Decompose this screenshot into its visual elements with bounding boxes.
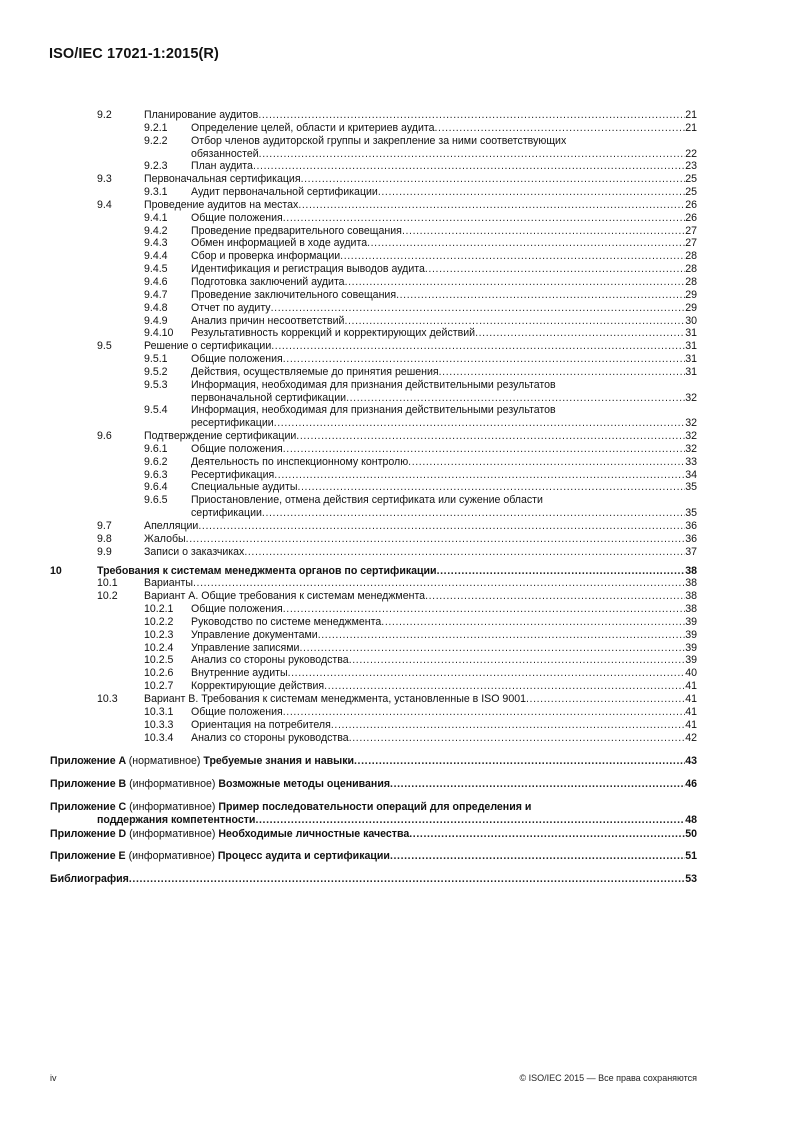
toc-entry-title: Первоначальная сертификация [144,173,301,186]
toc-entry-number: 10.1 [97,577,118,590]
dot-leader [262,507,685,520]
toc-entry-number: 9.7 [97,520,112,532]
dot-leader [193,577,685,590]
toc-entry-continuation[interactable] [0,507,793,520]
dot-leader [274,417,686,430]
toc-entry-number: 10.2 [97,590,118,603]
dot-leader [439,366,686,379]
toc-entry-page: 41 [685,718,697,731]
toc-entry-page: 42 [685,731,697,744]
toc-entry-title: Подготовка заключений аудита [191,275,345,288]
toc-entry-number: 9.5.2 [144,365,168,378]
toc-entry-title: Руководство по системе менеджмента [191,615,382,628]
toc-entry-page: 32 [685,417,697,430]
toc-entry-title: Общие положения [191,211,283,224]
toc-entry[interactable] [0,680,793,693]
toc-entry[interactable] [0,315,793,328]
toc-entry-title: Проведение предварительного совещания [191,224,402,237]
toc-entry-title: Управление документами [191,628,318,641]
dot-leader [297,481,685,494]
annex-kind: (информативное) [129,827,216,840]
toc-entry-number: 9.8 [97,532,112,545]
toc-entry-number: 9.4.8 [144,301,168,314]
toc-entry-number: 9.4.3 [144,237,168,250]
toc-entry-page: 38 [685,577,697,590]
toc-entry-number: 9.4.7 [144,288,168,301]
toc-entry[interactable] [0,577,793,590]
toc-entry-page: 28 [685,250,697,263]
toc-entry[interactable] [0,186,793,199]
annex-label: Приложение D [50,827,127,840]
toc-entry-page: 39 [685,654,697,667]
toc-entry-number: 10.2.5 [144,654,174,667]
dot-leader [331,719,685,732]
dot-leader [408,456,685,469]
toc-entry-title: План аудита [191,160,253,173]
toc-entry-page: 33 [685,455,697,468]
toc-entry[interactable] [0,430,793,443]
toc-entry-number: 10.3.1 [144,705,174,718]
dot-leader [526,693,685,706]
toc-entry-page: 29 [685,288,697,301]
toc-entry-page: 34 [685,468,697,481]
toc-entry-title: Отчет по аудиту [191,301,271,314]
toc-entry[interactable] [0,443,793,456]
toc-entry-number: 10.3 [97,692,118,705]
toc-entry-title: сертификации [191,507,262,520]
toc-entry-number: 9.6 [97,430,112,443]
toc-entry-number: 10.2.7 [144,680,174,693]
toc-entry[interactable] [0,533,793,546]
toc-entry-number: 9.9 [97,545,112,558]
annex-title: Пример последовательности операций для определения и [218,800,532,813]
toc-entry[interactable] [0,590,793,603]
toc-entry[interactable] [0,122,793,135]
toc-entry-page: 46 [685,777,697,790]
toc-entry-title: Определение целей, области и критериев аудита [191,121,435,134]
toc-entry-title: Сбор и проверка информации [191,250,341,263]
toc-entry-page: 25 [685,186,697,199]
page-number: iv [50,1073,57,1083]
toc-entry-title: Внутренние аудиты [191,667,288,680]
toc-entry-page: 50 [685,827,697,840]
toc-entry[interactable] [0,546,793,559]
toc-entry-title: Планирование аудитов [144,109,259,121]
toc-entry-title: Информация, необходимая для признания действительными результатов [191,404,556,417]
toc-entry-page: 28 [685,275,697,288]
toc-entry-title: Анализ со стороны руководства [191,654,349,667]
toc-annex-a[interactable] [0,750,793,773]
dot-leader [299,642,685,655]
toc-entry[interactable] [0,173,793,186]
toc-entry-title: Обмен информацией в ходе аудита [191,237,368,250]
dot-leader [409,828,685,841]
toc-annex-d[interactable] [0,823,793,846]
toc-entry-page: 37 [685,545,697,558]
toc-entry-page: 43 [685,755,697,768]
toc-entry[interactable] [0,456,793,469]
toc-entry-page: 30 [685,314,697,327]
dot-leader [283,212,685,225]
toc-entry[interactable] [0,732,793,745]
dot-leader [349,654,686,667]
table-of-contents [0,109,793,890]
toc-entry-title: Подтверждение сертификации [144,430,297,443]
toc-entry-title: Проведение аудитов на местах [144,198,299,211]
toc-entry-page: 21 [685,109,697,121]
dot-leader [296,430,685,443]
toc-entry-page: 32 [685,430,697,443]
toc-entry-number: 10.2.1 [144,603,174,616]
toc-entry-page: 21 [685,121,697,134]
toc-entry-page: 51 [685,850,697,863]
toc-entry-title: Вариант А. Общие требования к системам менеджмента [144,590,426,603]
toc-entry-page: 22 [685,147,697,160]
copyright-notice: © ISO/IEC 2015 — Все права сохраняются [519,1073,697,1083]
toc-entry-number: 9.4.10 [144,327,174,340]
dot-leader [396,289,685,302]
toc-entry-number: 9.6.4 [144,481,168,494]
toc-entry[interactable] [0,366,793,379]
toc-entry-title: Результативность коррекций и корректирующих действий [191,327,476,340]
toc-entry[interactable] [0,327,793,340]
toc-entry-number: 9.5.4 [144,404,168,417]
toc-entry[interactable] [0,629,793,642]
toc-entry-number: 10.2.4 [144,641,174,654]
toc-entry-page: 36 [685,520,697,532]
toc-entry[interactable] [0,340,793,353]
toc-entry-title: обязанностей [191,147,259,160]
dot-leader [340,250,685,263]
toc-entry-page: 41 [685,680,697,693]
toc-entry-title: Действия, осуществляемые до принятия решения [191,365,439,378]
toc-entry-page: 40 [685,667,697,680]
toc-entry[interactable] [0,160,793,173]
toc-entry-page: 25 [685,173,697,186]
dot-leader [435,122,686,135]
toc-entry-page: 39 [685,628,697,641]
dot-leader [390,778,685,791]
toc-entry-title: Отбор членов аудиторской группы и закрепление за ними соответствующих [191,134,567,147]
dot-leader [354,755,685,768]
toc-entry-number: 9.6.3 [144,468,168,481]
toc-bibliography[interactable] [0,868,793,891]
toc-entry[interactable] [0,469,793,482]
toc-entry-continuation[interactable] [0,148,793,161]
toc-entry[interactable] [0,481,793,494]
toc-entry-title: Записи о заказчиках [144,545,245,558]
toc-entry-number: 9.2 [97,109,112,121]
toc-entry-number: 10 [50,564,62,577]
toc-entry[interactable] [0,289,793,302]
toc-entry-page: 35 [685,481,697,494]
toc-entry-number: 9.6.1 [144,442,168,455]
toc-annex-b[interactable] [0,773,793,796]
toc-entry-number: 9.5.1 [144,353,168,366]
toc-entry-number: 9.2.1 [144,121,168,134]
toc-entry-title: Ориентация на потребителя [191,718,331,731]
toc-entry-page: 29 [685,301,697,314]
dot-leader [274,469,685,482]
toc-entry-page: 32 [685,391,697,404]
toc-entry[interactable] [0,706,793,719]
toc-entry-page: 41 [685,705,697,718]
dot-leader [283,706,685,719]
toc-entry-number: 10.3.4 [144,731,174,744]
toc-entry-page: 53 [685,872,697,885]
toc-entry[interactable] [0,199,793,212]
dot-leader [271,302,686,315]
toc-entry-page: 28 [685,263,697,276]
dot-leader [318,629,686,642]
toc-entry-number: 10.3.3 [144,718,174,731]
toc-entry-page: 31 [685,353,697,366]
dot-leader [283,353,685,366]
toc-entry-page: 27 [685,224,697,237]
dot-leader [258,109,685,122]
toc-entry[interactable] [0,667,793,680]
toc-entry-title: Приостановление, отмена действия сертификата или сужение области [191,494,543,507]
annex-kind: (информативное) [129,800,216,813]
dot-leader [437,565,686,578]
toc-annex-c-continuation[interactable] [0,809,793,826]
toc-entry-title: Информация, необходимая для признания действительными результатов [191,378,556,391]
dot-leader [402,225,685,238]
annex-label: Приложение A [50,755,126,768]
toc-entry-number: 9.3.1 [144,186,168,199]
toc-entry-number: 10.2.2 [144,615,174,628]
toc-entry-title: Апелляции [144,520,199,532]
toc-entry-page: 23 [685,160,697,173]
toc-entry-title: Управление записями [191,641,300,654]
toc-entry-continuation[interactable] [0,417,793,430]
toc-entry-continuation[interactable] [0,392,793,405]
toc-entry-title: Общие положения [191,603,283,616]
dot-leader [381,616,685,629]
annex-kind: (нормативное) [128,755,201,768]
toc-entry-title: Жалобы [144,532,186,545]
dot-leader [271,340,685,353]
toc-entry-page: 36 [685,532,697,545]
toc-entry-title: первоначальной сертификации [191,391,347,404]
dot-leader [324,680,685,693]
toc-entry-number: 10.2.3 [144,628,174,641]
toc-entry[interactable] [0,109,793,122]
toc-entry[interactable] [0,237,793,250]
toc-annex-e[interactable] [0,845,793,868]
annex-label: Приложение E [50,850,126,863]
toc-entry[interactable] [0,263,793,276]
annex-label: Приложение C [50,800,127,813]
dot-leader [425,263,685,276]
dot-leader [198,520,685,533]
toc-entry[interactable] [0,212,793,225]
toc-entry-number: 9.6.2 [144,455,168,468]
toc-entry-title: Решение о сертификации [144,340,272,353]
annex-kind: (информативное) [129,777,216,790]
dot-leader [378,186,685,199]
annex-title: Требуемые знания и навыки [203,755,355,768]
toc-entry-title: Вариант В. Требования к системам менеджмента, установленные в ISO 9001 [144,692,526,705]
toc-entry-number: 9.4.1 [144,211,168,224]
toc-chapter-entry[interactable] [0,565,793,578]
toc-entry-title: Варианты [144,577,193,590]
toc-entry-number: 9.4.5 [144,263,168,276]
toc-entry-page: 35 [685,507,697,520]
toc-entry-page: 39 [685,615,697,628]
document-id-header: ISO/IEC 17021-1:2015(R) [49,46,219,62]
toc-entry-number: 9.2.2 [144,134,168,147]
toc-entry-title: Специальные аудиты [191,481,298,494]
dot-leader [259,148,686,161]
toc-entry[interactable] [0,693,793,706]
toc-entry[interactable] [0,379,793,392]
dot-leader [253,160,685,173]
toc-entry[interactable] [0,719,793,732]
dot-leader [288,667,686,680]
toc-entry[interactable] [0,404,793,417]
dot-leader [344,315,685,328]
dot-leader [425,590,685,603]
toc-entry[interactable] [0,494,793,507]
toc-entry[interactable] [0,250,793,263]
toc-entry-page: 48 [685,813,697,826]
toc-entry-page: 38 [685,564,697,577]
annex-title: Необходимые личностные качества [218,827,410,840]
toc-entry-page: 26 [685,211,697,224]
toc-entry-number: 9.4 [97,198,112,211]
toc-entry-number: 9.5 [97,340,112,353]
toc-entry-number: 9.4.2 [144,224,168,237]
toc-entry-page: 41 [685,692,697,705]
toc-entry-number: 9.6.5 [144,494,168,507]
dot-leader [186,533,686,546]
toc-entry-page: 38 [685,603,697,616]
toc-entry-number: 9.5.3 [144,378,168,391]
toc-entry-page: 31 [685,365,697,378]
toc-entry-number: 9.2.3 [144,160,168,173]
toc-entry[interactable] [0,603,793,616]
annex-title: Возможные методы оценивания [218,777,391,790]
toc-entry[interactable] [0,225,793,238]
toc-entry-title: Ресертификация [191,468,275,481]
toc-entry-page: 38 [685,590,697,603]
toc-entry[interactable] [0,654,793,667]
toc-entry-page: 31 [685,327,697,340]
toc-entry[interactable] [0,353,793,366]
annex-kind: (информативное) [128,850,215,863]
dot-leader [129,873,685,886]
toc-entry[interactable] [0,302,793,315]
toc-entry-number: 9.3 [97,173,112,186]
toc-entry-page: 27 [685,237,697,250]
toc-entry-page: 26 [685,198,697,211]
toc-entry-title: Деятельность по инспекционному контролю [191,455,409,468]
dot-leader [301,173,686,186]
dot-leader [283,443,685,456]
dot-leader [244,546,685,559]
dot-leader [345,276,686,289]
dot-leader [390,850,685,863]
toc-entry-title: Проведение заключительного совещания [191,288,397,301]
toc-entry[interactable] [0,616,793,629]
toc-entry-title: Анализ причин несоответствий [191,314,345,327]
toc-entry-page: 32 [685,442,697,455]
toc-entry-title: Идентификация и регистрация выводов аудита [191,263,425,276]
annex-title: Процесс аудита и сертификации [217,850,390,863]
toc-entry-title: Аудит первоначальной сертификации [191,186,378,199]
annex-label: Приложение B [50,777,127,790]
dot-leader [349,732,686,745]
toc-entry-number: 10.2.6 [144,667,174,680]
toc-entry-page: 39 [685,641,697,654]
toc-entry-title: Общие положения [191,442,283,455]
dot-leader [346,392,685,405]
annex-title: поддержания компетентности [97,813,256,826]
dot-leader [475,327,685,340]
toc-entry-number: 9.4.4 [144,250,168,263]
toc-entry[interactable] [0,520,793,533]
toc-entry-title: Общие положения [191,705,283,718]
toc-entry-title: ресертификации [191,417,274,430]
toc-entry-number: 9.4.9 [144,314,168,327]
dot-leader [283,603,685,616]
toc-entry-title: Анализ со стороны руководства [191,731,349,744]
toc-entry-number: 9.4.6 [144,275,168,288]
dot-leader [298,199,685,212]
toc-entry-title: Требования к системам менеджмента органов по сертификации [97,564,437,577]
toc-entry-title: Общие положения [191,353,283,366]
bibliography-title: Библиография [50,872,129,885]
toc-annex-c[interactable] [0,796,793,813]
dot-leader [367,237,685,250]
toc-entry[interactable] [0,642,793,655]
toc-entry[interactable] [0,135,793,148]
toc-entry-title: Корректирующие действия [191,680,325,693]
toc-entry[interactable] [0,276,793,289]
toc-entry-page: 31 [685,340,697,353]
